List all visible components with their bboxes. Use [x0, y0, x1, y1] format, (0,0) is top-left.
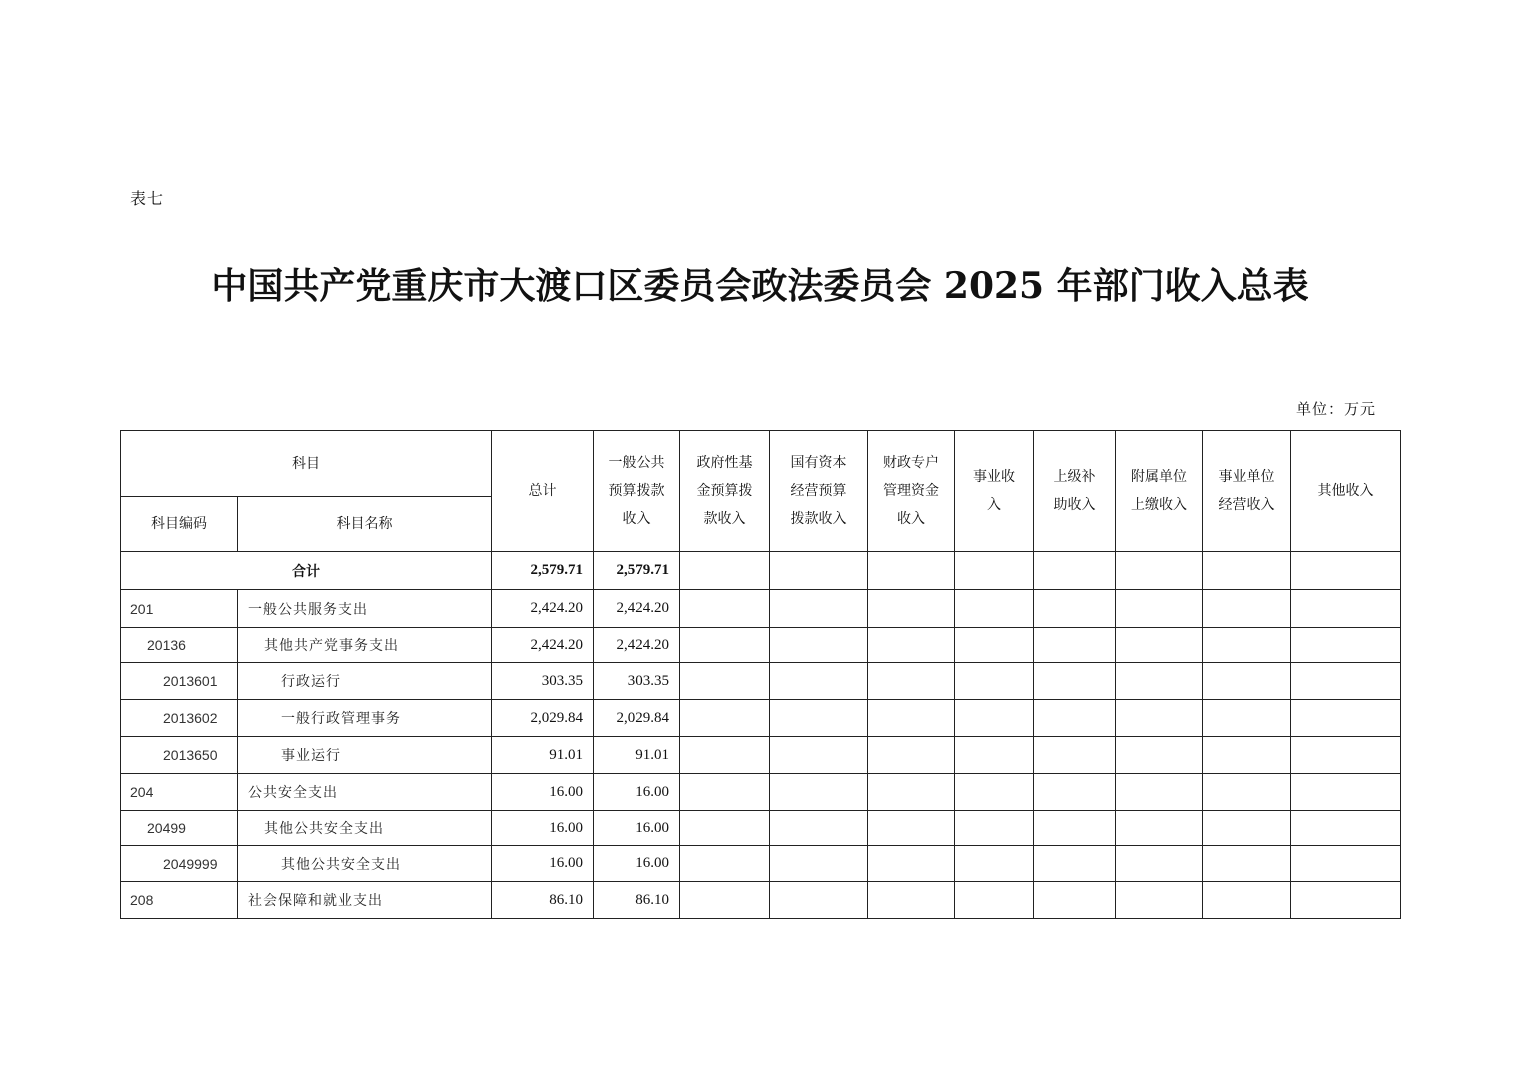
row-total: 2,424.20 [492, 590, 594, 628]
row-name: 社会保障和就业支出 [238, 882, 492, 919]
row-total: 16.00 [492, 774, 594, 811]
row-name: 其他共产党事务支出 [238, 628, 492, 663]
row-general-budget: 16.00 [594, 774, 680, 811]
header-state-capital: 国有资本 经营预算 拨款收入 [770, 431, 868, 552]
row-name: 事业运行 [238, 737, 492, 774]
row-general-budget: 16.00 [594, 846, 680, 882]
page-title: 中国共产党重庆市大渡口区委员会政法委员会 2025 年部门收入总表 [211, 265, 1309, 307]
header-subject-name: 科目名称 [238, 497, 492, 552]
row-code: 204 [121, 774, 238, 811]
total-value: 2,579.71 [492, 552, 594, 590]
row-total: 16.00 [492, 846, 594, 882]
revenue-table [120, 430, 1401, 919]
row-total: 2,424.20 [492, 628, 594, 663]
table-row [121, 774, 1401, 811]
table-row [121, 628, 1401, 663]
header-other-income: 其他收入 [1291, 431, 1401, 552]
unit-label: 单位：万元 [1296, 400, 1377, 418]
row-code: 2049999 [121, 846, 238, 882]
row-name: 其他公共安全支出 [238, 811, 492, 846]
row-total: 91.01 [492, 737, 594, 774]
row-general-budget: 16.00 [594, 811, 680, 846]
total-label: 合计 [121, 552, 492, 590]
row-general-budget: 303.35 [594, 663, 680, 700]
table-row [121, 882, 1401, 919]
header-subject-code: 科目编码 [121, 497, 238, 552]
table-row [121, 590, 1401, 628]
row-code: 20499 [121, 811, 238, 846]
table-row [121, 737, 1401, 774]
header-affiliated-unit: 附属单位 上缴收入 [1116, 431, 1203, 552]
row-general-budget: 86.10 [594, 882, 680, 919]
row-general-budget: 2,424.20 [594, 590, 680, 628]
row-general-budget: 2,424.20 [594, 628, 680, 663]
header-business-operation: 事业单位 经营收入 [1203, 431, 1291, 552]
row-code: 20136 [121, 628, 238, 663]
table-row [121, 811, 1401, 846]
row-name: 公共安全支出 [238, 774, 492, 811]
row-name: 一般公共服务支出 [238, 590, 492, 628]
row-general-budget: 2,029.84 [594, 700, 680, 737]
row-total: 16.00 [492, 811, 594, 846]
header-fiscal-special: 财政专户 管理资金 收入 [868, 431, 955, 552]
table-row [121, 663, 1401, 700]
header-gov-fund: 政府性基 金预算拨 款收入 [680, 431, 770, 552]
header-subject: 科目 [121, 431, 492, 497]
header-general-budget: 一般公共 预算拨款 收入 [594, 431, 680, 552]
header-total: 总计 [492, 431, 594, 552]
row-general-budget: 91.01 [594, 737, 680, 774]
row-code: 2013602 [121, 700, 238, 737]
header-superior-subsidy: 上级补 助收入 [1034, 431, 1116, 552]
row-code: 201 [121, 590, 238, 628]
row-total: 2,029.84 [492, 700, 594, 737]
row-code: 208 [121, 882, 238, 919]
row-name: 行政运行 [238, 663, 492, 700]
row-code: 2013650 [121, 737, 238, 774]
row-code: 2013601 [121, 663, 238, 700]
row-name: 其他公共安全支出 [238, 846, 492, 882]
row-name: 一般行政管理事务 [238, 700, 492, 737]
row-total: 303.35 [492, 663, 594, 700]
table-label: 表七 [130, 189, 165, 208]
row-total: 86.10 [492, 882, 594, 919]
total-row [121, 552, 1401, 590]
table-row [121, 700, 1401, 737]
total-general-budget: 2,579.71 [594, 552, 680, 590]
header-business-income: 事业收 入 [955, 431, 1034, 552]
table-row [121, 846, 1401, 882]
